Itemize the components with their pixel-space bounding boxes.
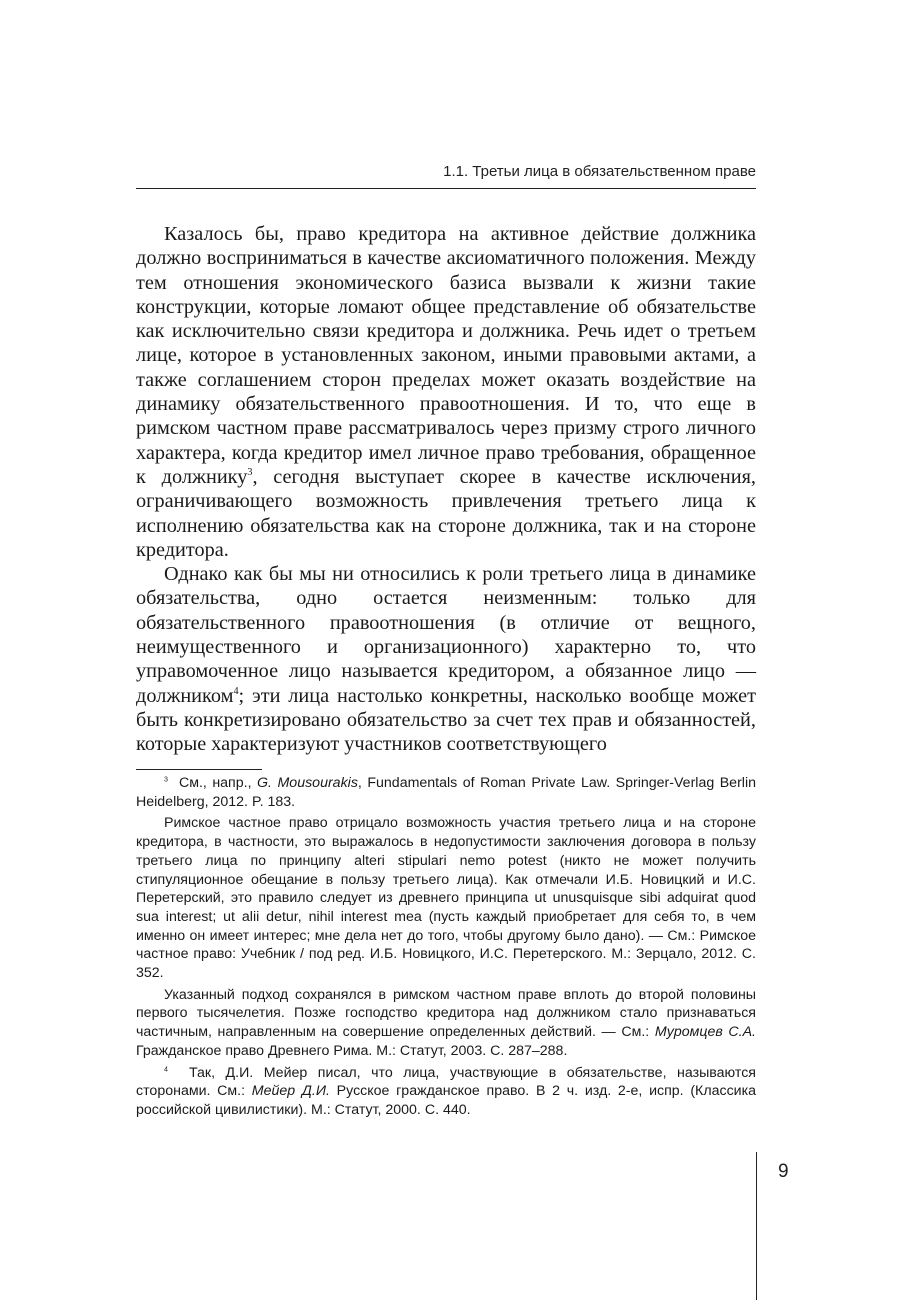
footnote-4 bbox=[136, 1064, 756, 1120]
footnotes bbox=[136, 774, 756, 1123]
running-head: 1.1. Третьи лица в обязательственном праве bbox=[443, 163, 756, 180]
footnote-mark: 4 bbox=[164, 1064, 168, 1073]
footnote-3-continuation bbox=[136, 986, 756, 1061]
footnote-text: Русское гражданское право. В 2 ч. изд. 2-е, испр. (Классика российской цивилистики). М.: Статут, 2000. С. 440. bbox=[136, 1083, 757, 1118]
footnote-author: Мейер Д.И. bbox=[251, 1083, 330, 1100]
footnote-text: Так, Д.И. Мейер писал, что лица, участвующие в обязательстве, называются сторонами. См.: bbox=[136, 1064, 756, 1100]
paragraph-text: ; эти лица настолько конкретны, насколько вообще может быть конкретизировано обязательство за счет тех прав и обязанностей, которые характеризуют участников соответствующего bbox=[136, 684, 756, 756]
paragraph-text: , сегодня выступает скорее в качестве исключения, ограничивающего возможность привлечения третьего лица к исполнению обязательства как на стороне должника, так и на стороне кредитора. bbox=[136, 465, 756, 561]
footnote-3-continuation: Римское частное право отрицало возможность участия третьего лица и на стороне кредитора, в частности, это выражалось в недопустимости заключения договора в пользу третьего лица по принципу alteri stipulari nemo potest (никто не может получить стипуляционное обещание в пользу третьего лица). Как отмечали И.Б. Новицкий и И.С. Перетерский, это правило следует из древнего принципа ut unusquisque sibi adquirat quod sua interest; ut alii detur, nihil interest mea (пусть каждый приобретает для себя то, в чем именно он имеет интерес; мне дела нет до того, чтобы другому было дано). — См.: Римское частное право: Учебник / под ред. И.Б. Новицкого, И.С. Перетерского. М.: Зерцало, 2012. С. 352. bbox=[136, 815, 756, 982]
footnote-text: , Fundamentals of Roman Private Law. Springer-Verlag Berlin Heidelberg, 2012. P. 183. bbox=[136, 775, 756, 810]
footnote-separator bbox=[136, 769, 262, 770]
paragraph bbox=[136, 222, 756, 562]
footnote-ref[interactable]: 4 bbox=[233, 685, 239, 697]
footnote-author: Муромцев С.А. bbox=[654, 1024, 756, 1041]
footnote-mark: 3 bbox=[164, 775, 168, 784]
footnote-text: Указанный подход сохранялся в римском частном праве вплоть до второй половины первого тысячелетия. Позже господство кредитора над должником стало признаваться частичным, направленным на совершение определенных действий. — См.: bbox=[136, 986, 756, 1041]
footnote-text: Гражданское право Древнего Рима. М.: Статут, 2003. С. 287–288. bbox=[136, 1042, 568, 1059]
paragraph-text: Казалось бы, право кредитора на активное действие должника должно восприниматься в качестве аксиоматичного положения. Между тем отношения экономического базиса вызвали к жизни такие конструкции, которые ломают общее представление об обязательстве как исключительно связи кредитора и должника. Речь идет о третьем лице, которое в установленных законом, иными правовыми актами, а также соглашением сторон пределах может оказать воздействие на динамику обязательственного правоотношения. И то, что еще в римском частном праве рассматривалось через призму строго личного характера, когда кредитор имел личное право требования, обращенное к должнику bbox=[136, 223, 756, 488]
footnote-ref[interactable]: 3 bbox=[247, 467, 253, 479]
main-text bbox=[136, 222, 756, 757]
page-number: 9 bbox=[778, 1161, 789, 1182]
footnote-3 bbox=[136, 774, 756, 811]
margin-rule bbox=[756, 1152, 757, 1300]
header-rule bbox=[136, 188, 756, 189]
footnote-text: См., напр., bbox=[178, 775, 258, 791]
paragraph-text: Однако как бы мы ни относились к роли третьего лица в динамике обязательства, одно остается неизменным: только для обязательственного правоотношения (в отличие от вещного, неимущественного и организационного) характерно то, что управомоченное лицо называется кредитором, а обязанное лицо — должником bbox=[136, 563, 756, 707]
paragraph bbox=[136, 562, 756, 756]
footnote-author: G. Mousourakis bbox=[257, 775, 358, 791]
